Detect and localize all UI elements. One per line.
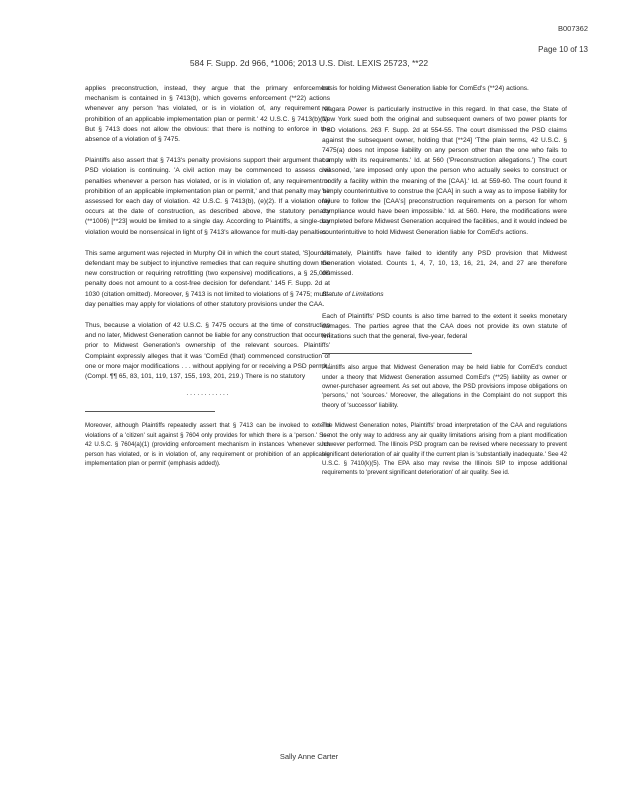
left-paragraph-1: applies preconstruction, instead, they argue that the primary enforcement mechanism is contained in § 7413(b), which governs enforcement (**22) actions whenever any person 'has violated, or is in violation of, any requirement or prohibition of an applicable implementation plan or permit.' 42 U.S.C. § 7413(b)(1). But § 7413 does not allow the obvious: that there is nothing to enforce in the absence of a violation of § 7475. xyxy=(85,85,330,144)
section-heading: Statute of Limitations xyxy=(322,291,384,299)
right-footnote-1: Plaintiffs also argue that Midwest Generation may be held liable for ComEd's conduct under a theory that Midwest Generation assumed ComEd's (**25) liability as owner or owner-purchaser agreement. As set out above, the PSD provisions impose obligations on 'persons,' not 'sources.' Moreover, the allegations in the Complaint do not support this theory of 'successor' liability. xyxy=(322,364,567,409)
right-paragraph-1: basis for holding Midwest Generation liable for ComEd's (**24) actions. xyxy=(322,85,529,92)
footnote-divider xyxy=(85,411,215,412)
left-paragraph-2: Plaintiffs also assert that § 7413's penalty provisions support their argument that a PSD violation is continuing. 'A civil action may be commenced to assess civil penalties whenever a person has violated, or is in violation of, any requirement or prohibition of an applicable implementation plan or permit,' and that penalty may be assessed for each day of violation. 42 U.S.C. § 7413(b), (e)(2). If a violation only occurs at the date of construction, as described above, the statutory penalty (**1006) [**23] would be limited to a single day. According to Plaintiffs, a single-day violation would be nonsensical in light of § 7413's allowance for multi-day penalties. xyxy=(85,157,330,236)
left-column xyxy=(85,84,330,480)
right-paragraph-3: Ultimately, Plaintiffs have failed to identify any PSD provision that Midwest Generation violated. Counts 1, 4, 7, 10, 13, 16, 21, 24, and 27 are therefore dismissed. xyxy=(322,249,567,278)
left-paragraph-4: Thus, because a violation of 42 U.S.C. § 7475 occurs at the time of construction and no later, Midwest Generation cannot be liable for any construction that occurred prior to Midwest Generation's ownership of the relevant sources. Plaintiffs' Complaint expressly alleges that it was 'ComEd (that) commenced construction of one or more major modifications . . . without applying for or receiving a PSD permit.' (Compl. ¶¶ 65, 83, 101, 119, 137, 155, 193, 201, 219.) There is no statutory xyxy=(85,322,330,381)
case-citation: 584 F. Supp. 2d 966, *1006; 2013 U.S. Dist. LEXIS 25723, **22 xyxy=(189,58,429,68)
right-footnote-2: The Midwest Generation notes, Plaintiffs' broad interpretation of the CAA and regulations is not the only way to address any air quality limitations arising from a plant modification however performed. The Illinois PSD program can be revised where necessary to prevent significant deterioration of air quality if the current plan is 'substantially inadequate.' See 42 U.S.C. § 7410(k)(5). The EPA also may revise the Illinois SIP to impose additional requirements to 'prevent significant deterioration' of air quality. See id. xyxy=(322,422,567,477)
continuation-dots: . . . . . . . . . . . . xyxy=(186,390,229,398)
right-column xyxy=(322,84,567,489)
right-paragraph-2: Niagara Power is particularly instructive in this regard. In that case, the State of New York sued both the original and subsequent owners of two power plants for PSD violations. 263 F. Supp. 2d at 554-55. The court dismissed the PSD claims against the subsequent owner, holding that [**24] 'Tthe plain terms, 42 U.S.C. § 7475(a) does not impose liability on any person other than the one who fails to comply with its requirements.' Id. at 560 ('Preconstruction allegations.') The court reasoned, 'are imposed only upon the person who actually seeks to construct or modify a facility within the meaning of the [CAA].' Id. at 559-60. The court found it 'simply counterintuitive to construe the [CAA] in such a way as to impose liability for failure to follow the [CAA's] preconstruction requirements on a person for whom compliance would have been impossible.' Id. at 560. Here, the modifications were completed before Midwest Generation acquired the facilities, and it would indeed be counterintuitive to hold Midwest Generation liable for ComEd's actions. xyxy=(322,106,567,236)
footer-name: Sally Anne Carter xyxy=(279,752,339,761)
left-paragraph-3: This same argument was rejected in Murphy Oil in which the court stated, 'S]ources defendant may be subject to injunctive remedies that can require shutting down the new construction or requiring retrofitting (two expensive) modifications, a § 25,000 penalty does not amount to a cost-free decision for defendant.' 145 F. Supp. 2d at 1030 (citation omitted). Moreover, § 7413 is not limited to violations of § 7475; multi-day penalties may apply for violations of other statutory provisions under the CAA. xyxy=(85,249,330,308)
right-paragraph-4: Each of Plaintiffs' PSD counts is also time barred to the extent it seeks monetary damages. The parties agree that the CAA does not provide its own statute of limitations such that the general, five-year, federal xyxy=(322,312,567,341)
left-footnote: Moreover, although Plaintiffs repeatedly assert that § 7413 can be invoked to extend violations of a 'citizen' suit against § 7604 only provides for which there is a 'person.' See 42 U.S.C. § 7604(a)(1) (providing enforcement mechanism in instances 'whenever such person has violated, or is in violation of, any requirement or prohibition of an applicable implementation plan or permit' (emphasis added)). xyxy=(85,422,330,468)
page-number: Page 10 of 13 xyxy=(538,45,588,54)
bates-number: B007362 xyxy=(557,24,588,33)
footnote-divider xyxy=(322,353,472,354)
